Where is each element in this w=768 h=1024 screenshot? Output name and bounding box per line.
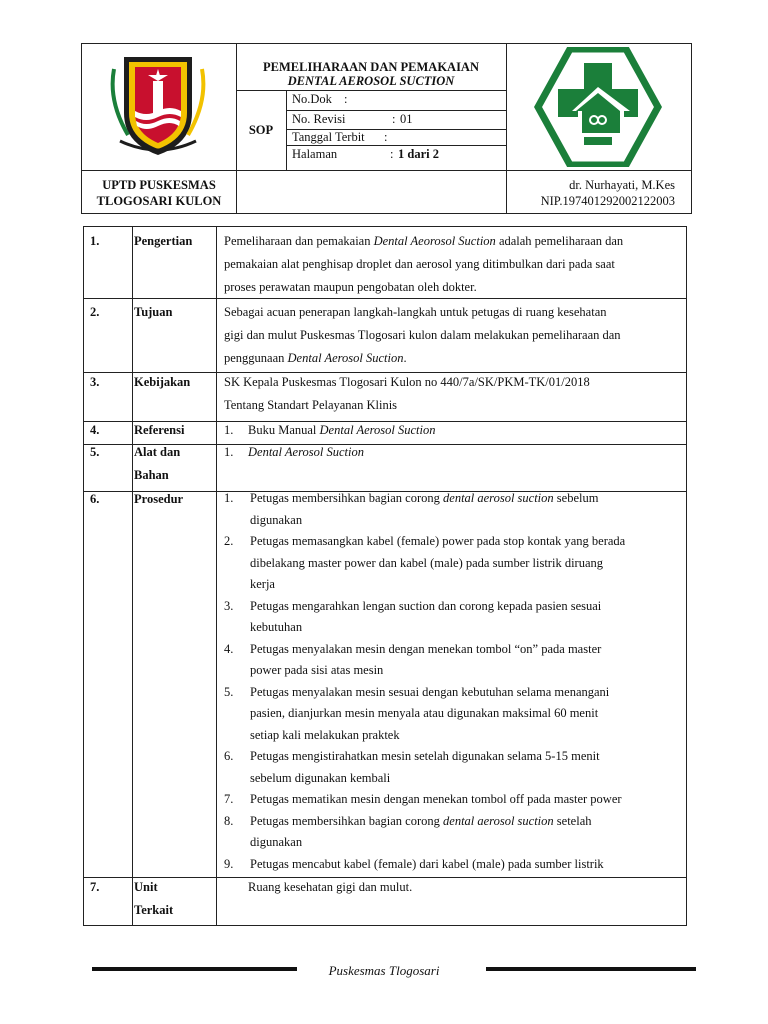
body-line: penggunaan Dental Aerosol Suction.	[224, 351, 407, 365]
content-table	[83, 226, 687, 926]
procedure-step-number: 3.	[224, 598, 234, 613]
procedure-step-text: power pada sisi atas mesin	[250, 663, 384, 677]
header-divider	[236, 90, 506, 91]
signer-nip: NIP.197401292002122003	[540, 194, 675, 208]
footer-rule-right	[486, 967, 696, 971]
label-line: Alat dan	[134, 445, 181, 459]
header-table	[81, 43, 692, 214]
body-line: pemakaian alat penghisap droplet dan aerosol yang ditimbulkan dari pada saat	[224, 257, 615, 271]
procedure-step-text: Petugas mematikan mesin dengan menekan tombol off pada master power	[250, 792, 622, 806]
section-body	[224, 230, 682, 299]
doc-title-line2: DENTAL AEROSOL SUCTION	[287, 74, 455, 88]
puskesmas-logo-icon	[534, 47, 662, 167]
meta-sep: :	[344, 92, 348, 106]
meta-value-no-revisi: 01	[400, 112, 413, 126]
section-label: Referensi	[134, 423, 185, 437]
section-number: 6.	[90, 492, 100, 506]
section-number: 1.	[90, 234, 100, 248]
section-label	[134, 876, 173, 922]
table-divider	[216, 227, 217, 925]
meta-value-halaman: 1 dari 2	[398, 147, 439, 161]
meta-label-tanggal-terbit: Tanggal Terbit	[292, 130, 365, 144]
procedure-step-number: 6.	[224, 749, 234, 763]
section-body	[224, 301, 682, 370]
procedure-step-text: Petugas memasangkan kabel (female) power pada stop kontak yang berada	[250, 534, 626, 548]
header-divider	[286, 110, 506, 111]
doc-title-line1: PEMELIHARAAN DAN PEMAKAIAN	[263, 60, 479, 74]
section-label: Kebijakan	[134, 375, 191, 389]
procedure-step-text: kerja	[250, 577, 275, 591]
section-number: 5.	[90, 445, 100, 459]
procedure-step-text: dibelakang master power dan kabel (male) pada sumber listrik diruang	[250, 555, 604, 570]
item-text: Dental Aerosol Suction	[248, 445, 364, 459]
procedure-step-text: kebutuhan	[250, 620, 303, 634]
procedure-step-text: Petugas membersihkan bagian corong dental aerosol suction sebelum	[250, 491, 599, 505]
header-divider	[82, 170, 691, 171]
body-line: proses perawatan maupun pengobatan oleh dokter.	[224, 280, 477, 294]
item-text: Buku Manual Dental Aerosol Suction	[248, 423, 436, 437]
city-emblem-icon	[106, 51, 210, 161]
procedure-step-number: 5.	[224, 684, 234, 699]
procedure-step-number: 1.	[224, 491, 234, 505]
meta-sep: :	[384, 130, 388, 144]
section-label: Tujuan	[134, 305, 173, 319]
procedure-step-number: 2.	[224, 534, 234, 548]
section-number: 3.	[90, 375, 100, 389]
procedure-step-text: digunakan	[250, 835, 303, 849]
section-label	[134, 441, 180, 487]
section-body	[224, 371, 682, 417]
meta-label-no-revisi: No. Revisi	[292, 112, 346, 126]
body-line: SK Kepala Puskesmas Tlogosari Kulon no 440/7a/SK/PKM-TK/01/2018	[224, 375, 590, 389]
procedure-step-text: pasien, dianjurkan mesin menyala atau digunakan maksimal 60 menit	[250, 706, 599, 720]
section-number: 2.	[90, 305, 100, 319]
item-number: 1.	[224, 423, 234, 437]
header-divider	[506, 44, 507, 213]
procedure-step-number: 4.	[224, 641, 234, 656]
procedure-step-text: Petugas menyalakan mesin dengan menekan tombol “on” pada master	[250, 641, 602, 656]
label-line: Bahan	[134, 468, 169, 482]
procedure-step-number: 9.	[224, 856, 234, 871]
institution-line2: TLOGOSARI KULON	[96, 194, 222, 208]
section-number: 4.	[90, 423, 100, 437]
procedure-step-text: Petugas membersihkan bagian corong dental aerosol suction setelah	[250, 813, 592, 828]
section-label: Pengertian	[134, 234, 193, 248]
section-number: 7.	[90, 880, 100, 894]
procedure-list	[218, 488, 684, 874]
procedure-step-number: 8.	[224, 813, 234, 828]
label-line: Unit	[134, 880, 158, 894]
body-line: Tentang Standart Pelayanan Klinis	[224, 398, 398, 412]
label-line: Terkait	[134, 903, 174, 917]
procedure-step-text: setiap kali melakukan praktek	[250, 727, 400, 742]
table-divider	[132, 227, 133, 925]
procedure-step-number: 7.	[224, 792, 234, 806]
procedure-step-text: Petugas mencabut kabel (female) dari kabel (male) pada sumber listrik	[250, 856, 604, 871]
procedure-step-text: sebelum digunakan kembali	[250, 770, 391, 785]
section-label: Prosedur	[134, 492, 184, 506]
body-line: Sebagai acuan penerapan langkah-langkah untuk petugas di ruang kesehatan	[224, 305, 607, 319]
body-line: Pemeliharaan dan pemakaian Dental Aeorosol Suction adalah pemeliharaan dan	[224, 234, 624, 248]
procedure-step-text: digunakan	[250, 512, 303, 527]
body-line: gigi dan mulut Puskesmas Tlogosari kulon dalam melakukan pemeliharaan dan	[224, 328, 621, 342]
meta-sep: :	[390, 147, 394, 161]
institution-line1: UPTD PUSKESMAS	[102, 178, 216, 192]
meta-sep: :	[392, 112, 396, 126]
header-divider	[286, 90, 287, 170]
signer-name: dr. Nurhayati, M.Kes	[569, 178, 675, 192]
footer-rule-left	[92, 967, 297, 971]
meta-label-halaman: Halaman	[292, 147, 338, 161]
header-divider	[286, 145, 506, 146]
item-number: 1.	[224, 445, 234, 459]
procedure-step-text: Petugas mengistirahatkan mesin setelah digunakan selama 5-15 menit	[250, 749, 600, 763]
procedure-step-text: Petugas menyalakan mesin sesuai dengan kebutuhan selama menangani	[250, 684, 610, 699]
footer-text: Puskesmas Tlogosari	[328, 963, 440, 978]
sop-label: SOP	[248, 123, 274, 137]
meta-label-no-dok: No.Dok	[292, 92, 332, 106]
procedure-step-text: Petugas mengarahkan lengan suction dan corong kepada pasien sesuai	[250, 598, 602, 613]
section-body: Ruang kesehatan gigi dan mulut.	[248, 880, 413, 894]
